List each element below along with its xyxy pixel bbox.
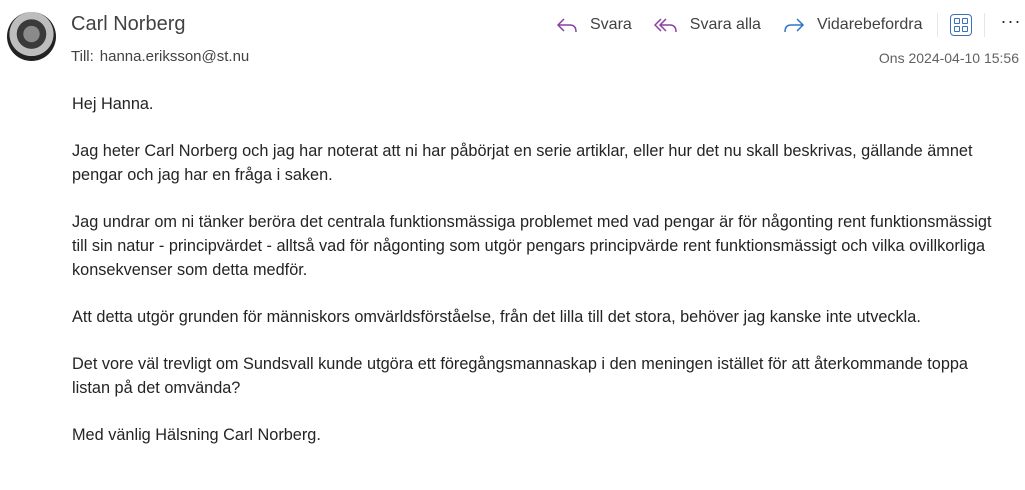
- body-paragraph: Hej Hanna.: [72, 95, 154, 113]
- recipient-address[interactable]: hanna.eriksson@st.nu: [99, 48, 250, 65]
- body-paragraph: Det vore väl trevligt om Sundsvall kunde utgöra ett föregångsmannaskap i den meningen istället för att återkommande toppa listan på det omvända?: [72, 355, 968, 397]
- body-paragraph: Med vänlig Hälsning Carl Norberg.: [72, 426, 321, 444]
- to-label: Till:: [71, 48, 94, 65]
- forward-button[interactable]: [783, 16, 923, 34]
- more-options-icon[interactable]: ···: [1000, 10, 1022, 31]
- body-paragraph: Att detta utgör grunden för människors omvärldsförståelse, från det lilla till det stora, behöver jag kanske inte utveckla.: [72, 308, 921, 326]
- reply-all-button[interactable]: [654, 16, 761, 34]
- sender-avatar[interactable]: [7, 12, 56, 61]
- message-body: [72, 92, 1002, 470]
- reply-label: Svara: [590, 16, 632, 33]
- recipient-line: [71, 48, 255, 65]
- divider: [984, 13, 985, 37]
- body-paragraph: Jag heter Carl Norberg och jag har noterat att ni har påbörjat en serie artiklar, eller hur det nu skall beskrivas, gällande ämnet pengar och jag har en fråga i saken.: [72, 142, 973, 184]
- apps-icon[interactable]: [950, 14, 972, 36]
- forward-icon: [783, 17, 805, 33]
- reply-all-icon: [654, 17, 678, 33]
- reply-icon: [556, 17, 578, 33]
- body-paragraph: Jag undrar om ni tänker beröra det centrala funktionsmässiga problemet med vad pengar är för någonting rent funktionsmässigt till sin natur - principvärdet - alltså vad för någonting som utgör pengars principvärde rent funktionsmässigt och vilka ovillkorliga konsekvenser som detta medför.: [72, 213, 992, 279]
- sender-name[interactable]: Carl Norberg: [71, 13, 186, 35]
- reply-button[interactable]: [556, 16, 632, 34]
- divider: [937, 13, 938, 37]
- sent-date: Ons 2024-04-10 15:56: [878, 50, 1019, 66]
- reply-all-label: Svara alla: [689, 16, 761, 33]
- forward-label: Vidarebefordra: [816, 16, 923, 33]
- message-actions: [556, 12, 1022, 38]
